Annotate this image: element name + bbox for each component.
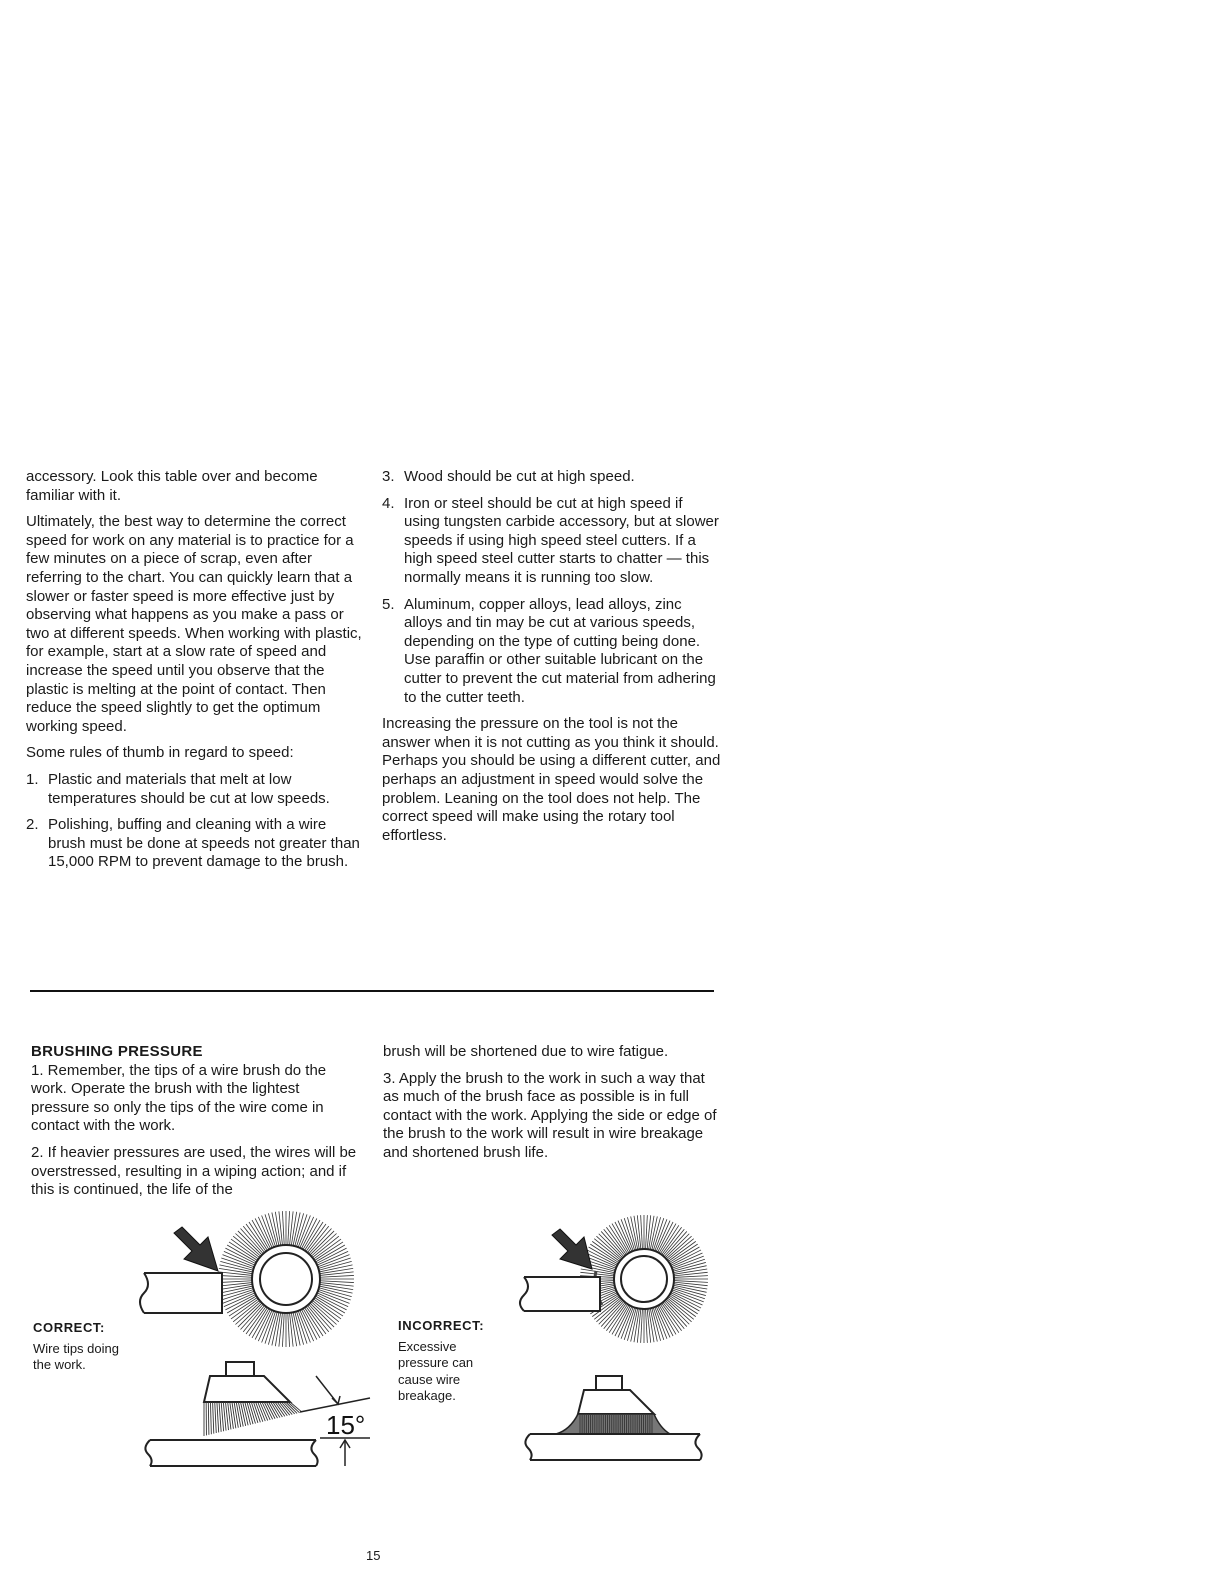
list-item-number: 5.	[382, 595, 395, 613]
list-item-number: 4.	[382, 494, 395, 512]
correct-cup-brush-illustration	[140, 1358, 380, 1478]
incorrect-wheel-brush-illustration	[520, 1205, 720, 1355]
incorrect-cup-brush-illustration	[520, 1372, 720, 1472]
section-divider	[30, 990, 714, 992]
figure-label-incorrect	[398, 1318, 508, 1405]
paragraph-rules-intro: Some rules of thumb in regard to speed:	[26, 744, 294, 762]
angle-label: 15°	[326, 1410, 366, 1440]
list-item-text: Wood should be cut at high speed.	[404, 468, 635, 485]
paragraph-brushing-1: 1. Remember, the tips of a wire brush do the work. Operate the brush with the lightest pressure so only the tips of the wire come in contact with the work.	[31, 1061, 327, 1135]
list-item-number: 3.	[382, 468, 395, 485]
speed-rules-list-left	[26, 771, 364, 872]
paragraph-brushing-2-continued: brush will be shortened due to wire fatigue.	[383, 1043, 669, 1060]
paragraph-brushing-3: 3. Apply the brush to the work in such a way that as much of the brush face as possible is in full contact with the work. Applying the side or edge of the brush to the work will result in wire breakage and shortened brush life.	[383, 1069, 717, 1161]
speed-text-right-column	[382, 468, 722, 853]
speed-rules-list-right	[382, 468, 722, 707]
section-heading-brushing-pressure: BRUSHING PRESSURE	[31, 1043, 203, 1060]
list-item	[382, 495, 722, 588]
list-item	[26, 816, 364, 872]
speed-text-left-column	[26, 468, 364, 880]
brushing-text-right-column	[383, 1043, 719, 1171]
paragraph-pressure-advice: Increasing the pressure on the tool is not the answer when it is not cutting as you think it should. Perhaps you should be using a different cutter, and perhaps an adjustment in speed would solve the problem. Leaning on the tool does not help. The correct speed will make using the rotary tool effortless.	[382, 715, 721, 844]
figure-title-incorrect: INCORRECT:	[398, 1318, 485, 1333]
correct-wheel-brush-illustration	[140, 1205, 360, 1355]
paragraph-accessory: accessory. Look this table over and become familiar with it.	[26, 468, 318, 504]
figure-caption-incorrect: Excessive pressure can cause wire breakage.	[398, 1338, 474, 1403]
list-item-number: 1.	[26, 770, 39, 788]
brushing-text-left-column	[31, 1043, 361, 1208]
figure-title-correct: CORRECT:	[33, 1320, 105, 1335]
list-item	[382, 468, 722, 487]
list-item-text: Polishing, buffing and cleaning with a wire brush must be done at speeds not greater than 15,000 RPM to prevent damage to the brush.	[48, 816, 360, 871]
list-item	[382, 596, 722, 708]
paragraph-brushing-2: 2. If heavier pressures are used, the wires will be overstressed, resulting in a wiping action; and if this is continued, the life of the	[31, 1143, 357, 1199]
list-item	[26, 771, 364, 808]
list-item-text: Iron or steel should be cut at high speed if using tungsten carbide accessory, but at slower speeds if using high speed steel cutters. If a high speed steel cutter starts to chatter — this normally means it is running too slow.	[404, 494, 719, 586]
page-number: 15	[366, 1548, 381, 1563]
list-item-text: Aluminum, copper alloys, lead alloys, zinc alloys and tin may be cut at various speeds, depending on the type of cutting being done. Use paraffin or other suitable lubricant on the cutter to prevent the cut material from adhering to the cutter teeth.	[404, 595, 716, 706]
figure-caption-correct: Wire tips doing the work.	[33, 1340, 119, 1372]
figure-label-correct	[33, 1320, 133, 1374]
list-item-number: 2.	[26, 816, 39, 834]
paragraph-ultimately: Ultimately, the best way to determine the correct speed for work on any material is to practice for a few minutes on a piece of scrap, even after referring to the chart. You can quickly learn that a slower or faster speed is more effective just by observing what happens as you make a pass or two at different speeds. When working with plastic, for example, start at a slow rate of speed and increase the speed until you observe that the plastic is melting at the point of contact. Then reduce the speed slightly to get the optimum working speed.	[26, 513, 362, 735]
list-item-text: Plastic and materials that melt at low temperatures should be cut at low speeds.	[48, 770, 330, 807]
